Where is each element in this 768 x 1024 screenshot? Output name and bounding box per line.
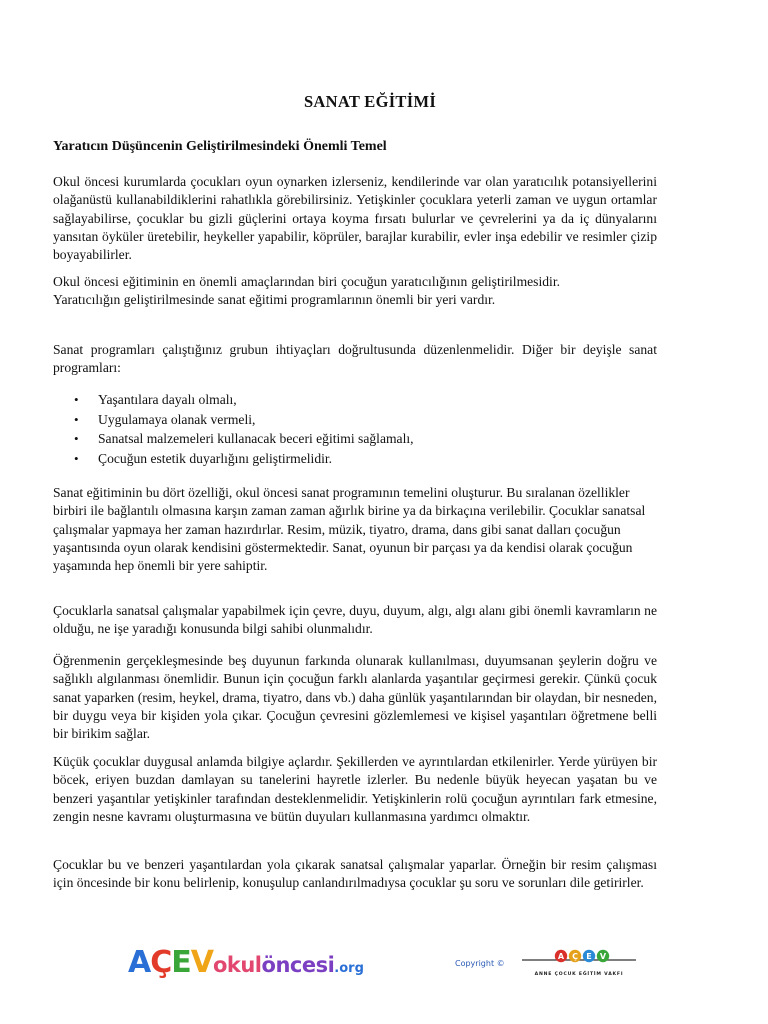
list-item-text: Sanatsal malzemeleri kullanacak beceri eğitimi sağlamalı,: [98, 431, 414, 446]
acev-letter: E: [586, 952, 592, 961]
list-item: [53, 390, 414, 410]
paragraph-7: Küçük çocuklar duygusal anlamda bilgiye açlardır. Şekillerden ve ayrıntılardan etkilenirler. Yerde yürüyen bir böcek, eriyen buzdan damlayan su tanelerini hayretle izlerler. Bu nedenle büyük heyecan yaşatan bu ve benzeri yaşantılar yetişkinler tarafından desteklenmelidir. Yetişkinlerin rolü çocuğun ayrıntıları fark etmesine, zengin nesne kavramı oluşturmasına ve bütün duyuları kullanmasına yardımcı olmaktır.: [53, 754, 657, 824]
acev-foundation-logo: [520, 944, 638, 986]
paragraph-4: Sanat eğitiminin bu dört özelliği, okul öncesi sanat programının temelini oluşturur. Bu sıralanan özellikler birbiri ile bağlantılı olmasına karşın zaman zaman ağırlık birine ya da birkaçına verilebilir. Çocuklar sanatsal çalışmalar yapmaya her zaman hazırdırlar. Resim, müzik, tiyatro, drama, dans gibi sanat dalları çocuğun yaşantısında oyun olarak kendisini göstermektedir. Sanat, oyunun bir parçası ya da kendisi olarak çocuğun yaşamında hep önemli bir yere sahiptir.: [53, 485, 646, 574]
logo-word: okul: [212, 953, 262, 977]
list-item: [53, 429, 414, 449]
logo-domain: .org: [334, 961, 364, 976]
copyright-text: Copyright ©: [455, 959, 505, 968]
logo-letter: Ç: [150, 945, 172, 980]
logo-letter: E: [171, 945, 191, 980]
list-item-text: Yaşantılara dayalı olmalı,: [98, 392, 237, 407]
logo-letter: V: [190, 945, 213, 980]
paragraph-1: Okul öncesi kurumlarda çocukları oyun oynarken izlerseniz, kendilerinde var olan yaratıcılık potansiyellerini olağanüstü kullanabildiklerini rahatlıkla görebilirsiniz. Yetişkinler çocuklara yeterli zaman ve uygun ortamlar sağlayabilirse, çocuklar bu gizli güçlerini ortaya koyma fırsatı bulurlar ve çevrelerini ya da iç dünyalarını yansıtan öyküler üretebilir, heykeller yapabilir, köprüler, barajlar kurabilir, evler inşa edebilir ve resimler çizip boyayabilirler.: [53, 174, 657, 263]
acev-letter: V: [599, 952, 607, 961]
acev-okuloncesi-logo: [128, 945, 364, 989]
bullet-icon: •: [74, 431, 79, 446]
document-title: SANAT EĞİTİMİ: [303, 92, 437, 111]
logo-letter: A: [128, 945, 151, 980]
bullet-icon: •: [74, 450, 79, 466]
paragraph-5: Çocuklarla sanatsal çalışmalar yapabilmek için çevre, duyu, duyum, algı, algı alanı gibi önemli kavramların ne olduğu, ne işe yaradığı konusunda bilgi sahibi olunmalıdır.: [53, 603, 657, 637]
acev-letter: A: [557, 952, 565, 961]
paragraph-3: Sanat programları çalıştığınız grubun ihtiyaçları doğrultusunda düzenlenmelidir. Diğer bir deyişle sanat programları:: [53, 342, 657, 376]
acev-caption: ANNE ÇOCUK EĞİTİM VAKFI: [534, 972, 624, 977]
paragraph-8: Çocuklar bu ve benzeri yaşantılardan yola çıkarak sanatsal çalışmalar yaparlar. Örneğin bir resim çalışması için öncesinde bir konu belirlenip, konuşulup canlandırılmadıysa çocuklar şu soru ve sorunları dile getirirler.: [53, 857, 657, 891]
program-features-list: [53, 390, 414, 468]
acev-letter: Ç: [572, 952, 578, 961]
paragraph-6: Öğrenmenin gerçekleşmesinde beş duyunun farkında olunarak kullanılması, duyumsanan şeylerin doğru ve sağlıklı algılanması önemlidir. Bunun için çocuğun farklı alanlarda yaşantılar geçirmesi gerekir. Çünkü çocuk sanat yaparken (resim, heykel, drama, tiyatro, dans vb.) daha günlük yaşantılarından bir olaydan, bir nesneden, bir duygu veya bir kişiden yola çıkar. Çocuğun çevresini gözlemlemesi ve kişisel yaşantıları öğretmene belli bir birikim sağlar.: [53, 653, 657, 742]
document-subtitle: Yaratıcın Düşüncenin Geliştirilmesindeki Önemli Temel: [53, 139, 387, 154]
list-item-text: Uygulamaya olanak vermeli,: [98, 411, 256, 427]
list-item: [53, 410, 414, 430]
paragraph-2: Okul öncesi eğitiminin en önemli amaçlarından biri çocuğun yaratıcılığının geliştirilmesidir. Yaratıcılığın geliştirilmesinde sanat eğitimi programlarının önemli bir yeri vardır.: [53, 274, 560, 308]
list-item: [53, 449, 414, 469]
bullet-icon: •: [74, 392, 79, 407]
list-item-text: Çocuğun estetik duyarlığını geliştirmelidir.: [98, 450, 333, 466]
logo-word: öncesi: [261, 953, 335, 977]
bullet-icon: •: [74, 411, 79, 427]
